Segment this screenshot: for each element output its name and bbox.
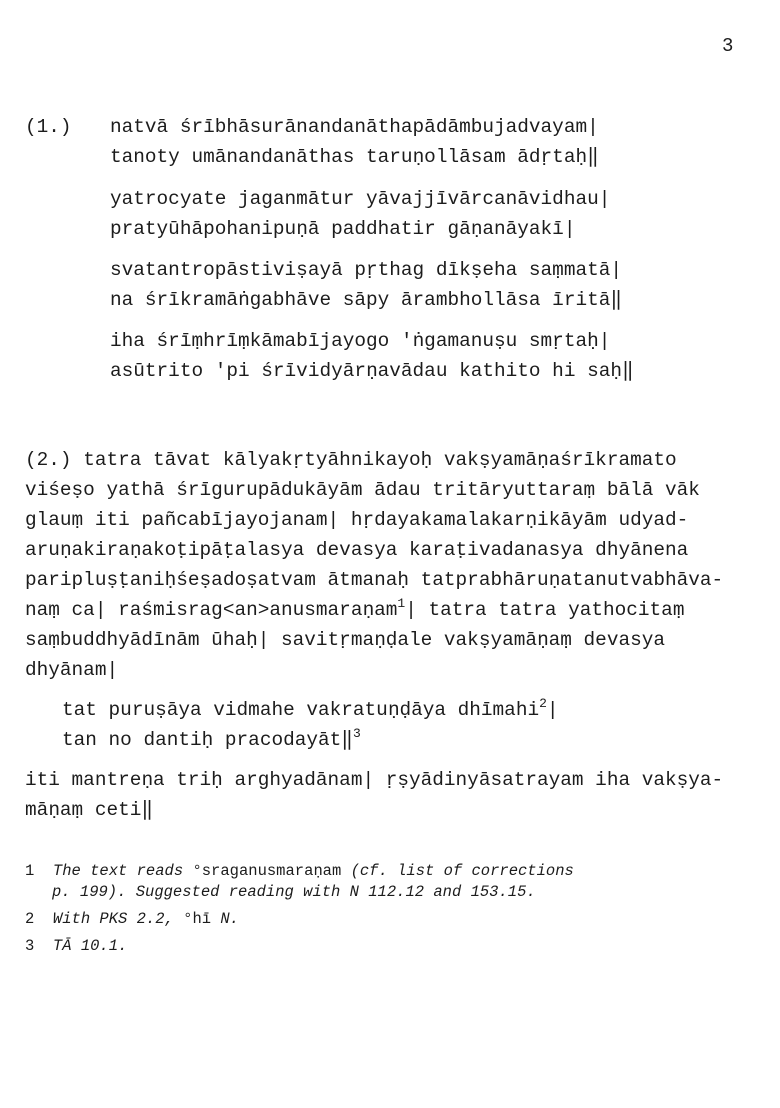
footnote-text: N.: [211, 910, 239, 928]
prose-line: paripluṣṭaniḥśeṣadoṣatvam ātmanaḥ tatprabhāruṇatanutvabhāva-: [25, 569, 724, 591]
footnote-number: 2: [25, 910, 35, 928]
mantra-text: tan no dantiḥ pracodayāt‖: [62, 729, 353, 751]
footnote-2: [25, 909, 239, 929]
prose-text: tatra tāvat kālyakṛtyāhnikayoḥ vakṣyamāṇaśrīkramato: [83, 449, 677, 471]
prose-line: aruṇakiraṇakoṭipāṭalasya devasya karaṭivadanasya dhyānena: [25, 539, 689, 561]
verse-line: asūtrito 'pi śrīvidyārṇavādau kathito hi saḥ‖: [110, 360, 634, 382]
prose-text: | tatra tatra yathocitaṃ: [405, 599, 685, 621]
mantra-line: [62, 698, 559, 722]
verse-line: yatrocyate jaganmātur yāvajjīvārcanāvidhau|: [110, 188, 611, 210]
prose-line: māṇaṃ ceti‖: [25, 799, 154, 821]
footnote-ref: 2: [539, 696, 547, 711]
footnote-text: With PKS 2.2,: [52, 910, 184, 928]
footnote-text: TĀ 10.1.: [52, 937, 128, 955]
prose-line: dhyānam|: [25, 659, 119, 681]
verse-line: iha śrīṃhrīṃkāmabījayogo 'ṅgamanuṣu smṛtaḥ|: [110, 330, 611, 352]
section-label: (2.): [25, 449, 72, 471]
prose-line: viśeṣo yathā śrīgurupādukāyām ādau tritāryuttaraṃ bālā vāk: [25, 479, 700, 501]
footnote-3: [25, 936, 127, 956]
footnote-1: [25, 861, 574, 881]
danda: |: [546, 699, 559, 721]
footnote-text: °hī: [183, 910, 212, 928]
prose-line: iti mantreṇa triḥ arghyadānam| ṛṣyādinyāsatrayam iha vakṣya-: [25, 769, 724, 791]
prose-line: [25, 598, 684, 622]
page-number: 3: [722, 35, 734, 57]
verse-line: na śrīkramāṅgabhāve sāpy ārambhollāsa īritā‖: [110, 289, 623, 311]
mantra-line: [62, 728, 361, 752]
footnote-text: The text reads: [52, 862, 193, 880]
prose-line: saṃbuddhyādīnām ūhaḥ| savitṛmaṇḍale vakṣyamāṇaṃ devasya: [25, 629, 665, 651]
verse-line: pratyūhāpohanipuṇā paddhatir gāṇanāyakī|: [110, 218, 576, 240]
prose-text: naṃ ca| raśmisrag<an>anusmaraṇam: [25, 599, 398, 621]
prose-line: glauṃ iti pañcabījayojanam| hṛdayakamalakarṇikāyām udyad-: [25, 509, 689, 531]
section-label: (1.): [25, 116, 72, 138]
verse-line: svatantropāstiviṣayā pṛthag dīkṣeha saṃmatā|: [110, 259, 622, 281]
footnote-number: 1: [25, 862, 35, 880]
footnote-number: 3: [25, 937, 35, 955]
footnote-ref: 3: [352, 726, 361, 741]
footnote-text: °sraganusmaraṇam: [192, 862, 342, 880]
verse-line: tanoty umānandanāthas taruṇollāsam ādṛtaḥ‖: [110, 146, 599, 168]
mantra-text: tat puruṣāya vidmahe vakratuṇḍāya dhīmahi: [62, 699, 540, 721]
footnote-1-cont: p. 199). Suggested reading with N 112.12 and 153.15.: [52, 883, 536, 901]
footnote-ref: 1: [397, 596, 406, 611]
footnote-text: (cf. list of corrections: [341, 862, 574, 880]
prose-line: [25, 448, 677, 472]
verse-line: natvā śrībhāsurānandanāthapādāmbujadvayam|: [110, 116, 599, 138]
